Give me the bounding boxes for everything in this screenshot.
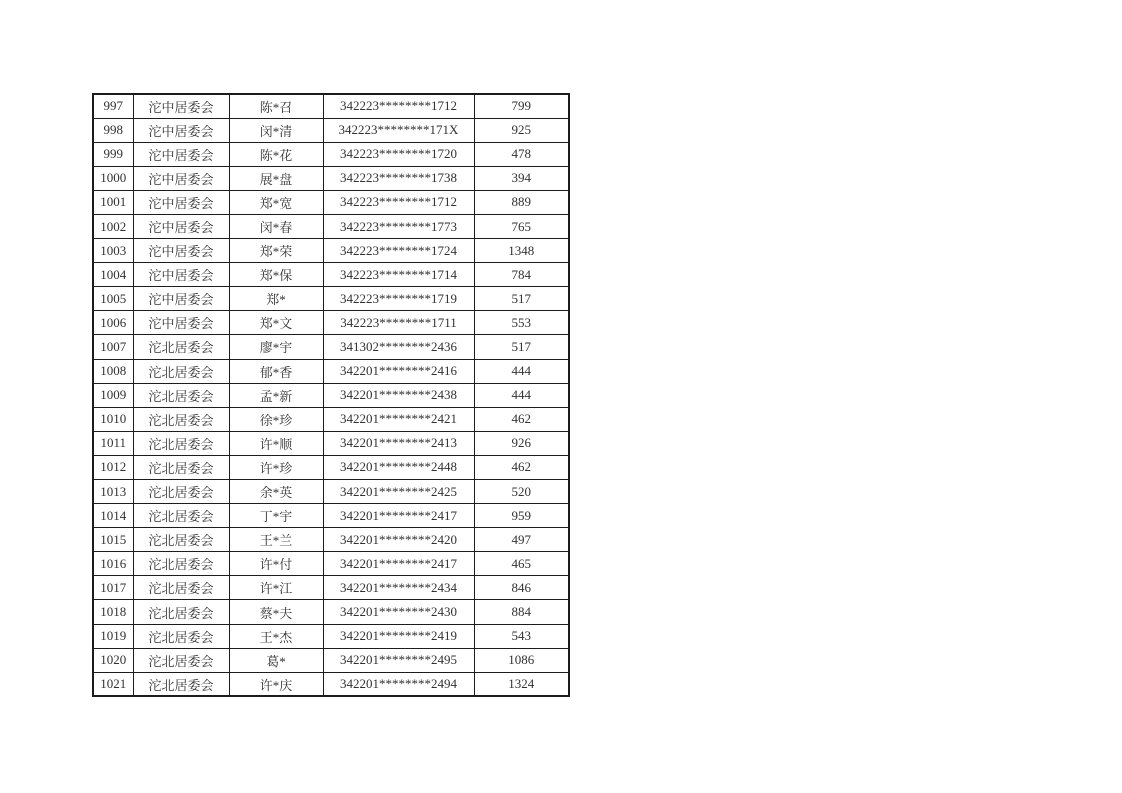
person-name-cell: 郑*宽 [229, 190, 323, 214]
id-number-cell: 342223********1724 [323, 239, 474, 263]
committee-name-cell: 沱中居委会 [133, 94, 229, 118]
row-index-cell: 1021 [93, 672, 133, 696]
person-name-cell: 陈*花 [229, 142, 323, 166]
person-name-cell: 闵*清 [229, 118, 323, 142]
amount-cell: 465 [474, 552, 569, 576]
id-number-cell: 342223********1711 [323, 311, 474, 335]
amount-cell: 517 [474, 335, 569, 359]
person-name-cell: 王*兰 [229, 528, 323, 552]
id-number-cell: 342201********2416 [323, 359, 474, 383]
id-number-cell: 342201********2417 [323, 504, 474, 528]
table-row [93, 480, 569, 504]
id-number-cell: 341302********2436 [323, 335, 474, 359]
row-index-cell: 1018 [93, 600, 133, 624]
person-name-cell: 陈*召 [229, 94, 323, 118]
table-row [93, 672, 569, 696]
committee-name-cell: 沱中居委会 [133, 287, 229, 311]
amount-cell: 462 [474, 407, 569, 431]
person-name-cell: 郁*香 [229, 359, 323, 383]
committee-name-cell: 沱北居委会 [133, 455, 229, 479]
amount-cell: 543 [474, 624, 569, 648]
row-index-cell: 1020 [93, 648, 133, 672]
committee-name-cell: 沱北居委会 [133, 672, 229, 696]
row-index-cell: 1005 [93, 287, 133, 311]
amount-cell: 517 [474, 287, 569, 311]
committee-name-cell: 沱北居委会 [133, 552, 229, 576]
committee-name-cell: 沱北居委会 [133, 359, 229, 383]
amount-cell: 925 [474, 118, 569, 142]
table-row [93, 311, 569, 335]
row-index-cell: 1004 [93, 263, 133, 287]
table-row [93, 648, 569, 672]
amount-cell: 884 [474, 600, 569, 624]
id-number-cell: 342201********2430 [323, 600, 474, 624]
committee-name-cell: 沱北居委会 [133, 624, 229, 648]
id-number-cell: 342201********2494 [323, 672, 474, 696]
committee-name-cell: 沱中居委会 [133, 311, 229, 335]
id-number-cell: 342201********2421 [323, 407, 474, 431]
amount-cell: 444 [474, 383, 569, 407]
id-number-cell: 342223********1773 [323, 214, 474, 238]
committee-name-cell: 沱中居委会 [133, 190, 229, 214]
amount-cell: 889 [474, 190, 569, 214]
person-name-cell: 王*杰 [229, 624, 323, 648]
table-row [93, 287, 569, 311]
row-index-cell: 1013 [93, 480, 133, 504]
table-row [93, 94, 569, 118]
row-index-cell: 1002 [93, 214, 133, 238]
table-row [93, 335, 569, 359]
amount-cell: 959 [474, 504, 569, 528]
table-row [93, 504, 569, 528]
id-number-cell: 342223********1712 [323, 190, 474, 214]
row-index-cell: 1012 [93, 455, 133, 479]
committee-name-cell: 沱北居委会 [133, 480, 229, 504]
committee-name-cell: 沱中居委会 [133, 166, 229, 190]
committee-name-cell: 沱中居委会 [133, 263, 229, 287]
committee-name-cell: 沱北居委会 [133, 383, 229, 407]
committee-name-cell: 沱北居委会 [133, 528, 229, 552]
id-number-cell: 342201********2419 [323, 624, 474, 648]
committee-name-cell: 沱中居委会 [133, 239, 229, 263]
table-row [93, 118, 569, 142]
table-row [93, 214, 569, 238]
table-row [93, 576, 569, 600]
table-row [93, 263, 569, 287]
table-row [93, 528, 569, 552]
person-name-cell: 徐*珍 [229, 407, 323, 431]
person-name-cell: 孟*新 [229, 383, 323, 407]
amount-cell: 784 [474, 263, 569, 287]
row-index-cell: 1007 [93, 335, 133, 359]
person-name-cell: 郑*荣 [229, 239, 323, 263]
person-name-cell: 廖*宇 [229, 335, 323, 359]
row-index-cell: 1003 [93, 239, 133, 263]
id-number-cell: 342223********171X [323, 118, 474, 142]
amount-cell: 553 [474, 311, 569, 335]
person-name-cell: 许*江 [229, 576, 323, 600]
amount-cell: 846 [474, 576, 569, 600]
table-row [93, 383, 569, 407]
row-index-cell: 998 [93, 118, 133, 142]
amount-cell: 462 [474, 455, 569, 479]
id-number-cell: 342223********1712 [323, 94, 474, 118]
person-name-cell: 郑*文 [229, 311, 323, 335]
id-number-cell: 342223********1719 [323, 287, 474, 311]
table-row [93, 190, 569, 214]
id-number-cell: 342201********2495 [323, 648, 474, 672]
id-number-cell: 342223********1738 [323, 166, 474, 190]
row-index-cell: 1010 [93, 407, 133, 431]
person-name-cell: 许*庆 [229, 672, 323, 696]
amount-cell: 478 [474, 142, 569, 166]
id-number-cell: 342223********1714 [323, 263, 474, 287]
person-name-cell: 郑*保 [229, 263, 323, 287]
person-name-cell: 蔡*夫 [229, 600, 323, 624]
id-number-cell: 342201********2434 [323, 576, 474, 600]
id-number-cell: 342201********2417 [323, 552, 474, 576]
person-name-cell: 郑* [229, 287, 323, 311]
amount-cell: 799 [474, 94, 569, 118]
table-row [93, 600, 569, 624]
person-name-cell: 丁*宇 [229, 504, 323, 528]
resident-roster-table [92, 93, 570, 697]
table-row [93, 359, 569, 383]
committee-name-cell: 沱中居委会 [133, 142, 229, 166]
committee-name-cell: 沱北居委会 [133, 504, 229, 528]
row-index-cell: 1015 [93, 528, 133, 552]
row-index-cell: 1009 [93, 383, 133, 407]
committee-name-cell: 沱北居委会 [133, 431, 229, 455]
amount-cell: 444 [474, 359, 569, 383]
table-row [93, 166, 569, 190]
committee-name-cell: 沱北居委会 [133, 335, 229, 359]
amount-cell: 926 [474, 431, 569, 455]
id-number-cell: 342223********1720 [323, 142, 474, 166]
table-row [93, 142, 569, 166]
committee-name-cell: 沱中居委会 [133, 118, 229, 142]
amount-cell: 1086 [474, 648, 569, 672]
committee-name-cell: 沱北居委会 [133, 576, 229, 600]
row-index-cell: 999 [93, 142, 133, 166]
table-body [93, 94, 569, 696]
committee-name-cell: 沱北居委会 [133, 407, 229, 431]
amount-cell: 1348 [474, 239, 569, 263]
amount-cell: 497 [474, 528, 569, 552]
person-name-cell: 展*盘 [229, 166, 323, 190]
person-name-cell: 余*英 [229, 480, 323, 504]
person-name-cell: 许*珍 [229, 455, 323, 479]
table-row [93, 407, 569, 431]
person-name-cell: 闵*春 [229, 214, 323, 238]
row-index-cell: 1014 [93, 504, 133, 528]
table-row [93, 552, 569, 576]
amount-cell: 765 [474, 214, 569, 238]
id-number-cell: 342201********2438 [323, 383, 474, 407]
committee-name-cell: 沱北居委会 [133, 648, 229, 672]
amount-cell: 394 [474, 166, 569, 190]
row-index-cell: 1006 [93, 311, 133, 335]
table-row [93, 455, 569, 479]
row-index-cell: 1011 [93, 431, 133, 455]
id-number-cell: 342201********2448 [323, 455, 474, 479]
row-index-cell: 1000 [93, 166, 133, 190]
table-row [93, 239, 569, 263]
person-name-cell: 许*付 [229, 552, 323, 576]
person-name-cell: 许*顺 [229, 431, 323, 455]
person-name-cell: 葛* [229, 648, 323, 672]
amount-cell: 520 [474, 480, 569, 504]
row-index-cell: 1001 [93, 190, 133, 214]
table-row [93, 624, 569, 648]
id-number-cell: 342201********2420 [323, 528, 474, 552]
row-index-cell: 997 [93, 94, 133, 118]
table-row [93, 431, 569, 455]
row-index-cell: 1019 [93, 624, 133, 648]
id-number-cell: 342201********2413 [323, 431, 474, 455]
amount-cell: 1324 [474, 672, 569, 696]
id-number-cell: 342201********2425 [323, 480, 474, 504]
row-index-cell: 1017 [93, 576, 133, 600]
committee-name-cell: 沱中居委会 [133, 214, 229, 238]
row-index-cell: 1016 [93, 552, 133, 576]
row-index-cell: 1008 [93, 359, 133, 383]
committee-name-cell: 沱北居委会 [133, 600, 229, 624]
